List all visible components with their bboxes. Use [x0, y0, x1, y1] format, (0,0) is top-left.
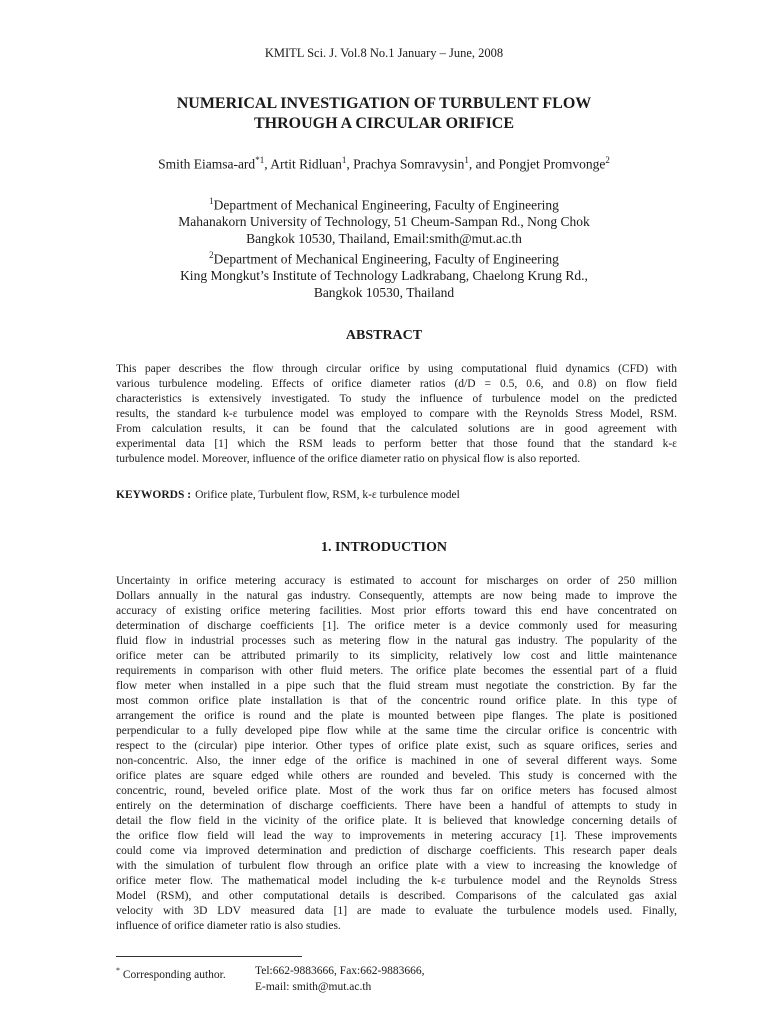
intro-line: Uncertainty in orifice metering accuracy is estimated to account for mischarges on order of 250 million: [116, 575, 677, 587]
intro-line: entirely on the determination of discharge coefficients. There have been a handful of attempts to study in: [116, 799, 677, 812]
affiliation-line: [0, 247, 768, 268]
intro-line: most common orifice plate installation is that of the concentric round orifice plate. In this type of: [116, 694, 677, 707]
abstract-line: turbulence model. Moreover, influence of the orifice diameter ratio on physical flow is also reported.: [116, 452, 581, 465]
intro-line: orifice plates are square edged while others are rounded and beveled. This study is concerned with the: [116, 769, 677, 782]
introduction-heading: 1. INTRODUCTION: [320, 540, 447, 555]
affiliation-text: Department of Mechanical Engineering, Faculty of Engineering: [213, 251, 559, 267]
author-1-sup: *1: [255, 155, 265, 165]
intro-line: flow meter when installed in a pipe such that the fluid stream must negotiate the constriction. By far the: [116, 679, 677, 692]
author-2-sup: 1: [341, 155, 347, 165]
intro-line: could come via improved determination and prediction of discharge coefficients. This research paper deals: [116, 844, 677, 857]
abstract-heading: ABSTRACT: [345, 328, 423, 343]
author-4: , and Pongjet Promvonge: [468, 156, 606, 172]
footnote-marker: *: [116, 966, 120, 975]
intro-line: accuracy of existing orifice metering facilities. Most prior efforts toward this end have concentrated on: [116, 604, 677, 617]
intro-line: orifice meter flow. The mathematical model including the k-ε turbulence model and the Reynolds Stress: [116, 874, 677, 887]
paper-title: [0, 94, 768, 134]
affiliations: [0, 193, 768, 302]
intro-line: influence of orifice diameter ratio is also studies.: [116, 919, 341, 932]
keywords-label: KEYWORDS :: [116, 489, 192, 501]
footnote-email: E-mail: smith@mut.ac.th: [255, 981, 372, 993]
intro-line: non-concentric. Also, the inner edge of the orifice is machined in one of several different ways. Some: [116, 754, 677, 767]
author-3-sup: 1: [464, 155, 469, 165]
abstract-line: From calculation results, it can be found that the calculated solutions are in good agreement with: [116, 422, 677, 435]
intro-line: perpendicular to a fully developed pipe flow while at the same time the circular orifice is concentric with: [116, 724, 677, 737]
intro-line: determination of discharge coefficients [1]. The orifice meter is a device commonly used for measuring: [116, 619, 677, 632]
intro-line: Dollars annually in the natural gas industry. Consequently, attempts are now being made to improve the: [116, 589, 677, 602]
footnote-divider: [116, 956, 302, 957]
intro-line: concentric, round, beveled orifice plate. Most of the work thus far on orifice meters has focused almost: [116, 784, 677, 797]
intro-line: velocity with 3D LDV measured data [1] are made to evaluate the turbulence models used. Finally,: [116, 904, 677, 917]
author-2: , Artit Ridluan: [264, 156, 342, 172]
affiliation-1-sup: 1: [209, 196, 214, 206]
intro-line: Model (RSM), and other computational details is described. Comparisons of the calculated gas axial: [116, 889, 677, 902]
intro-line: arrangement the orifice is round and the plate is mounted between pipe flanges. The plate is positioned: [116, 709, 677, 722]
footnote-phone: Tel:662-9883666, Fax:662-9883666,: [255, 965, 425, 977]
intro-line: detail the flow field in the vicinity of the orifice plate. It is believed that knowledge concerning details of: [116, 814, 677, 827]
footnote-label: [116, 963, 226, 983]
author-1: Smith Eiamsa-ard: [158, 156, 256, 172]
affiliation-line: Bangkok 10530, Thailand: [313, 284, 455, 300]
introduction-body: [116, 574, 677, 934]
abstract-line: results, the standard k-ε turbulence model was employed to compare with the Reynolds Stress Model, RSM.: [116, 407, 677, 420]
affiliation-text: Department of Mechanical Engineering, Faculty of Engineering: [213, 197, 559, 213]
title-line-2: THROUGH A CIRCULAR ORIFICE: [253, 115, 515, 132]
affiliation-line: Bangkok 10530, Thailand, Email:smith@mut.ac.th: [246, 230, 522, 246]
author-4-sup: 2: [605, 155, 610, 165]
abstract-line: characteristics is extensively investigated. To study the influence of turbulence model on the predicted: [116, 392, 677, 405]
affiliation-2-sup: 2: [209, 250, 214, 261]
affiliation-line: King Mongkut’s Institute of Technology Ladkrabang, Chaelong Krung Rd.,: [180, 268, 588, 284]
affiliation-line: Mahanakorn University of Technology, 51 Cheum-Sampan Rd., Nong Chok: [178, 214, 590, 230]
affiliation-line: [0, 193, 768, 214]
intro-line: respect to the (circular) pipe interior. Other types of orifice plate exist, such as square orifices, series and: [116, 739, 677, 752]
abstract-line: experimental data [1] which the RSM leads to perform better that those found that the standard k-ε: [116, 437, 677, 450]
title-line-1: NUMERICAL INVESTIGATION OF TURBULENT FLOW: [176, 95, 592, 112]
keywords: [116, 489, 460, 501]
intro-line: orifice meter can be attributed primarily to its simplicity, relatively low cost and little maintenance: [116, 649, 677, 662]
intro-line: with the simulation of turbulent flow through an orifice plate with a view to increasing the knowledge of: [116, 859, 677, 872]
abstract-body: [116, 362, 677, 467]
journal-header: KMITL Sci. J. Vol.8 No.1 January – June, 2008: [264, 46, 504, 60]
keywords-text: Orifice plate, Turbulent flow, RSM, k-ε turbulence model: [195, 489, 460, 501]
intro-line: the orifice flow field will lead the way to improvements in metering accuracy [1]. These improvements: [116, 829, 677, 842]
author-list: [0, 155, 768, 173]
footnote-label-text: Corresponding author.: [120, 968, 226, 981]
intro-line: fluid flow in industrial processes such as metering flow in the natural gas industry. The popularity of the: [116, 634, 677, 647]
intro-line: requirements in comparison with other fluid meters. The orifice plate becomes the essential part of a fluid: [116, 664, 677, 677]
author-3: , Prachya Somravysin: [346, 156, 465, 172]
abstract-line: various turbulence modeling. Effects of orifice diameter ratios (d/D = 0.5, 0.6, and 0.8) on flow field: [116, 377, 677, 390]
abstract-line: This paper describes the flow through circular orifice by using computational fluid dynamics (CFD) with: [116, 363, 677, 375]
